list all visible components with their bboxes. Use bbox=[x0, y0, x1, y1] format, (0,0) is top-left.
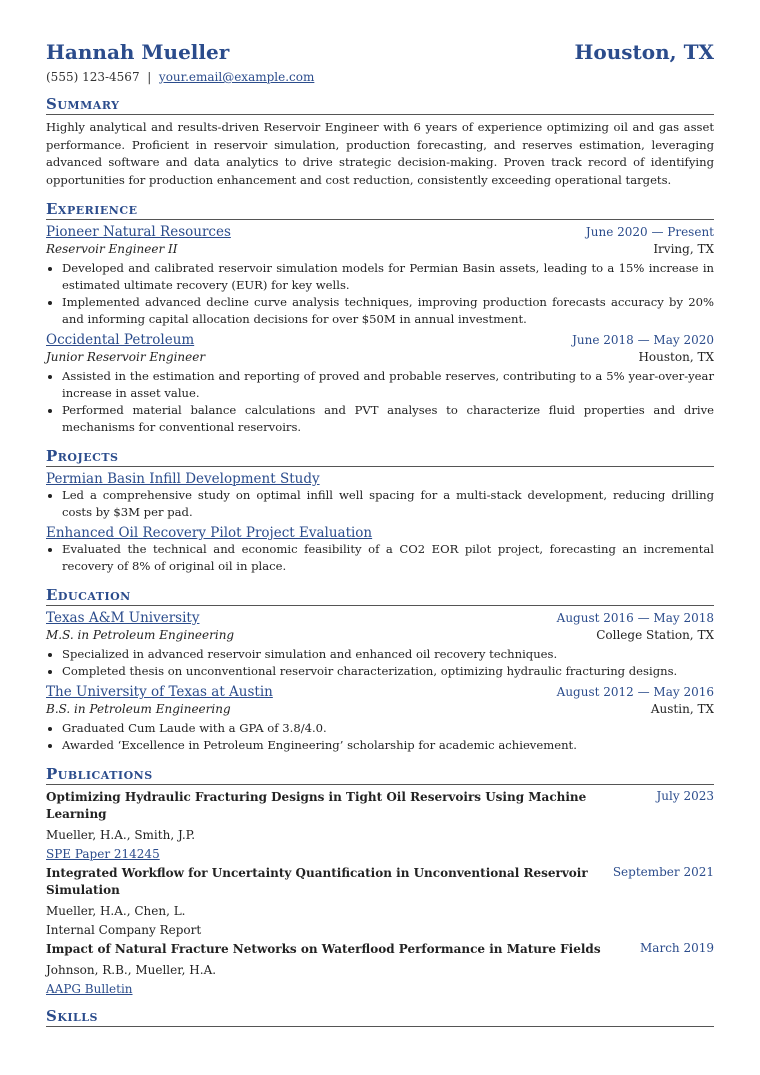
summary-section-heading bbox=[46, 94, 714, 115]
education-section-heading bbox=[46, 585, 714, 606]
project-bullets bbox=[46, 487, 714, 521]
contact-line bbox=[46, 70, 714, 84]
job-entry bbox=[46, 220, 714, 328]
publication-entry bbox=[46, 865, 714, 937]
degree: B.S. in Petroleum Engineering bbox=[46, 702, 231, 716]
publication-authors: Mueller, H.A., Smith, J.P. bbox=[46, 828, 196, 842]
bullet-item: • Specialized in advanced reservoir simulation and enhanced oil recovery techniques. bbox=[62, 646, 714, 663]
bullet-item: • Graduated Cum Laude with a GPA of 3.8/4.0. bbox=[62, 720, 714, 737]
school-location: Austin, TX bbox=[650, 702, 714, 716]
resume-header bbox=[46, 40, 714, 64]
bullet-item: • Assisted in the estimation and reporting of proved and probable reserves, contributing to a 5% year-over-year increase in asset value. bbox=[62, 368, 714, 402]
publication-title: Impact of Natural Fracture Networks on Waterflood Performance in Mature Fields bbox=[46, 942, 601, 956]
education-bullets bbox=[46, 646, 714, 680]
experience-section-heading bbox=[46, 199, 714, 220]
school-link[interactable]: The University of Texas at Austin bbox=[46, 684, 273, 700]
degree: M.S. in Petroleum Engineering bbox=[46, 628, 235, 642]
education-bullets bbox=[46, 720, 714, 754]
publication-authors: Johnson, R.B., Mueller, H.A. bbox=[46, 963, 217, 977]
bullet-item: • Awarded ‘Excellence in Petroleum Engineering’ scholarship for academic achievement. bbox=[62, 737, 714, 754]
publication-title: Optimizing Hydraulic Fracturing Designs in Tight Oil Reservoirs Using Machine Learning bbox=[46, 790, 587, 821]
skills-title: Skills bbox=[46, 1007, 98, 1025]
bullet-item: • Completed thesis on unconventional reservoir characterization, optimizing hydraulic fracturing designs. bbox=[62, 663, 714, 680]
publication-authors: Mueller, H.A., Chen, L. bbox=[46, 904, 186, 918]
bullet-item: • Implemented advanced decline curve analysis techniques, improving production forecasts accuracy by 20% and informing capital allocation decisions for over $50M in annual investment. bbox=[62, 294, 714, 328]
bullet-item: • Performed material balance calculations and PVT analyses to characterize fluid properties and drive mechanisms for conventional reservoirs. bbox=[62, 402, 714, 436]
publications-title: Publications bbox=[46, 765, 153, 783]
job-dates: June 2018 — May 2020 bbox=[572, 333, 714, 347]
school-dates: August 2016 — May 2018 bbox=[556, 611, 714, 625]
summary-text: Highly analytical and results-driven Reservoir Engineer with 6 years of experience optimizing oil and gas asset performance. Proficient in reservoir simulation, production forecasting, and reserves estimation, leveraging advanced software and data analytics to drive strategic decision-making. Proven track record of identifying opportunities for production enhancement and cost reduction, consistently exceeding operational targets. bbox=[46, 120, 714, 187]
bullet-item: • Evaluated the technical and economic feasibility of a CO2 EOR pilot project, forecasting an incremental recovery of 8% of original oil in place. bbox=[62, 541, 714, 575]
publication-venue-link[interactable]: SPE Paper 214245 bbox=[46, 847, 160, 861]
job-entry bbox=[46, 328, 714, 436]
job-dates: June 2020 — Present bbox=[585, 225, 714, 239]
school-link[interactable]: Texas A&M University bbox=[46, 610, 200, 626]
project-link[interactable]: Permian Basin Infill Development Study bbox=[46, 471, 320, 487]
experience-title: Experience bbox=[46, 200, 138, 218]
bullet-item: • Developed and calibrated reservoir simulation models for Permian Basin assets, leading to a 15% increase in estimated ultimate recovery (EUR) for key wells. bbox=[62, 260, 714, 294]
job-location: Houston, TX bbox=[638, 350, 714, 364]
publication-date: September 2021 bbox=[612, 865, 714, 879]
project-entry bbox=[46, 471, 714, 521]
publication-entry bbox=[46, 789, 714, 861]
bullet-item: • Led a comprehensive study on optimal infill well spacing for a multi-stack development, reducing drilling costs by $3M per pad. bbox=[62, 487, 714, 521]
project-entry bbox=[46, 525, 714, 575]
publications-section-heading bbox=[46, 764, 714, 785]
education-entry bbox=[46, 606, 714, 680]
company-link[interactable]: Occidental Petroleum bbox=[46, 332, 195, 348]
education-entry bbox=[46, 680, 714, 754]
summary-title: Summary bbox=[46, 95, 120, 113]
publication-title: Integrated Workflow for Uncertainty Quantification in Unconventional Reservoir Simulation bbox=[46, 866, 588, 897]
contact-separator: | bbox=[147, 70, 152, 84]
publication-venue: Internal Company Report bbox=[46, 923, 202, 937]
job-bullets bbox=[46, 368, 714, 436]
job-location: Irving, TX bbox=[653, 242, 714, 256]
school-location: College Station, TX bbox=[596, 628, 714, 642]
person-name: Hannah Mueller bbox=[46, 40, 230, 64]
education-title: Education bbox=[46, 586, 131, 604]
person-location: Houston, TX bbox=[574, 40, 714, 64]
school-dates: August 2012 — May 2016 bbox=[556, 685, 714, 699]
project-link[interactable]: Enhanced Oil Recovery Pilot Project Evaluation bbox=[46, 525, 373, 541]
projects-section-heading bbox=[46, 446, 714, 467]
projects-title: Projects bbox=[46, 447, 119, 465]
email-link[interactable]: your.email@example.com bbox=[158, 70, 315, 84]
job-bullets bbox=[46, 260, 714, 328]
resume-page bbox=[46, 40, 714, 1027]
skills-section-heading bbox=[46, 1006, 714, 1027]
company-link[interactable]: Pioneer Natural Resources bbox=[46, 224, 231, 240]
job-role: Junior Reservoir Engineer bbox=[46, 350, 206, 364]
job-role: Reservoir Engineer II bbox=[46, 242, 178, 256]
publication-venue-link[interactable]: AAPG Bulletin bbox=[46, 982, 133, 996]
publication-date: July 2023 bbox=[656, 789, 714, 803]
phone-number: (555) 123-4567 bbox=[46, 70, 140, 84]
publication-date: March 2019 bbox=[640, 941, 714, 955]
project-bullets bbox=[46, 541, 714, 575]
publication-entry bbox=[46, 941, 714, 996]
